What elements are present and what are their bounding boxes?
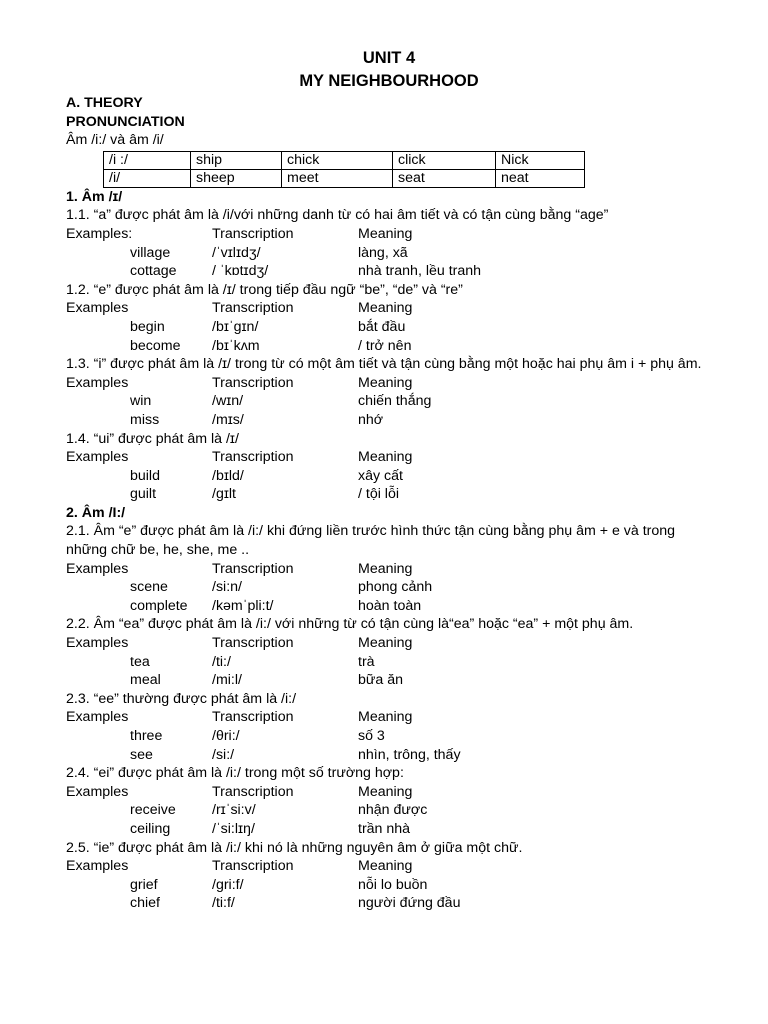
example-header (66, 857, 716, 876)
rule-text: 1.1. “a” được phát âm là /i/với những danh từ có hai âm tiết và có tận cùng bằng “age” (66, 207, 609, 224)
sound-table-cell: /i :/ (104, 151, 191, 169)
example-meaning: trần nhà (358, 820, 411, 837)
rule-text: 2.5. “ie” được phát âm là /i:/ khi nó là những nguyên âm ở giữa một chữ. (66, 839, 523, 856)
example-header (66, 560, 716, 579)
example-transcription: /rɪˈsi:v/ (212, 802, 256, 819)
example-meaning: nhớ (358, 411, 384, 428)
rule-block (66, 355, 716, 429)
header-examples: Examples (66, 449, 129, 466)
example-transcription: /kəmˈpli:t/ (212, 597, 274, 614)
example-header (66, 708, 716, 727)
example-meaning: nhà tranh, lều tranh (358, 263, 482, 280)
example-meaning: / tội lỗi (358, 486, 400, 503)
rule-text: 1.2. “e” được phát âm là /ɪ/ trong tiếp đầu ngữ “be”, “de” và “re” (66, 281, 463, 298)
header-transcription: Transcription (212, 560, 294, 577)
example-meaning: xây cất (358, 467, 403, 484)
example-transcription: /ˈvɪlɪdʒ/ (212, 244, 261, 261)
example-row (66, 392, 716, 411)
example-meaning: chiến thắng (358, 393, 432, 410)
rule-text: 2.3. “ee” thường được phát âm là /i:/ (66, 690, 297, 707)
example-word: build (130, 467, 160, 484)
example-row (66, 467, 716, 486)
example-header (66, 225, 716, 244)
example-meaning: nỗi lo buồn (358, 876, 428, 893)
rule-block (66, 522, 716, 615)
example-transcription: /ti:f/ (212, 895, 235, 912)
example-header (66, 374, 716, 393)
sound-intro: Âm /i:/ và âm /i/ (66, 132, 164, 149)
sound-table-row (104, 169, 585, 187)
rule-block (66, 690, 716, 764)
example-row (66, 801, 716, 820)
header-meaning: Meaning (358, 225, 413, 242)
example-row (66, 820, 716, 839)
rule-text: 2.1. Âm “e” được phát âm là /i:/ khi đứng liền trước hình thức tận cùng bằng phụ âm + e và trong những chữ be, he, she, me .. (66, 523, 676, 559)
example-word: ceiling (130, 820, 171, 837)
example-row (66, 318, 716, 337)
sound-table-cell: ship (191, 151, 282, 169)
example-row (66, 894, 716, 913)
sound-table-row (104, 151, 585, 169)
header-examples: Examples (66, 374, 129, 391)
example-word: miss (130, 411, 160, 428)
example-row (66, 337, 716, 356)
section-heading: A. THEORY (66, 95, 143, 111)
rule-block (66, 281, 716, 355)
header-meaning: Meaning (358, 635, 413, 652)
example-transcription: /gɪlt (212, 486, 236, 503)
sound-table-cell: sheep (191, 169, 282, 187)
example-word: grief (130, 876, 158, 893)
header-examples: Examples: (66, 225, 133, 242)
part1-rules (66, 206, 716, 504)
header-meaning: Meaning (358, 560, 413, 577)
header-meaning: Meaning (358, 709, 413, 726)
example-transcription: /si:n/ (212, 579, 242, 596)
part2-rules (66, 522, 716, 912)
example-row (66, 262, 716, 281)
rule-text: 1.3. “i” được phát âm là /ɪ/ trong từ có một âm tiết và tận cùng bằng một hoặc hai phụ âm i + phụ âm. (66, 356, 702, 373)
rule-block (66, 430, 716, 504)
header-examples: Examples (66, 709, 129, 726)
example-meaning: bắt đầu (358, 318, 406, 335)
part2-heading: 2. Âm /I:/ (66, 504, 126, 521)
example-word: scene (130, 579, 168, 596)
example-meaning: làng, xã (358, 244, 408, 261)
example-meaning: số 3 (358, 728, 385, 744)
example-row (66, 727, 716, 746)
example-meaning: bữa ăn (358, 672, 404, 689)
header-meaning: Meaning (358, 449, 413, 466)
example-header (66, 299, 716, 318)
example-transcription: / ˈkɒtɪdʒ/ (212, 263, 269, 280)
header-meaning: Meaning (358, 783, 413, 800)
example-header (66, 634, 716, 653)
example-row (66, 597, 716, 616)
example-row (66, 671, 716, 690)
example-word: become (130, 337, 181, 354)
rule-text: 1.4. “ui” được phát âm là /ɪ/ (66, 430, 239, 447)
example-row (66, 746, 716, 765)
header-meaning: Meaning (358, 858, 413, 875)
sound-table-cell: click (393, 151, 496, 169)
example-word: tea (130, 653, 150, 670)
example-word: three (130, 728, 163, 744)
example-header (66, 783, 716, 802)
example-transcription: /θri:/ (212, 728, 240, 744)
header-transcription: Transcription (212, 709, 294, 726)
example-transcription: /mɪs/ (212, 411, 244, 428)
header-transcription: Transcription (212, 449, 294, 466)
sound-table-cell: seat (393, 169, 496, 187)
example-transcription: /ˈsi:lɪŋ/ (212, 820, 255, 837)
example-meaning: nhận được (358, 802, 428, 819)
example-row (66, 578, 716, 597)
rule-block (66, 764, 716, 838)
example-row (66, 876, 716, 895)
header-transcription: Transcription (212, 225, 294, 242)
example-word: complete (130, 597, 188, 614)
rule-text: 2.4. “ei” được phát âm là /i:/ trong một số trường hợp: (66, 765, 404, 782)
example-transcription: /gri:f/ (212, 876, 244, 893)
example-meaning: phong cảnh (358, 579, 433, 596)
example-word: meal (130, 672, 161, 689)
example-word: receive (130, 802, 176, 819)
header-transcription: Transcription (212, 300, 294, 317)
example-meaning: người đứng đầu (358, 895, 461, 912)
example-word: chief (130, 895, 160, 912)
sound-table-cell: Nick (496, 151, 585, 169)
example-row (66, 653, 716, 672)
example-word: guilt (130, 486, 157, 503)
header-transcription: Transcription (212, 858, 294, 875)
example-meaning: hoàn toàn (358, 597, 422, 614)
sound-table-cell: /i/ (104, 169, 191, 187)
header-examples: Examples (66, 858, 129, 875)
document-body (66, 94, 716, 913)
unit-title: UNIT 4 (362, 49, 416, 67)
topic-heading: PRONUNCIATION (66, 113, 185, 130)
unit-subtitle: MY NEIGHBOURHOOD (299, 72, 479, 90)
example-transcription: /mi:l/ (212, 672, 242, 689)
rule-block (66, 839, 716, 913)
example-transcription: /bɪˈɡɪn/ (212, 318, 259, 335)
sound-table (103, 151, 585, 188)
rule-block (66, 615, 716, 689)
example-transcription: /si:/ (212, 746, 235, 763)
example-transcription: /bɪˈkʌm (212, 337, 260, 354)
header-examples: Examples (66, 560, 129, 577)
example-meaning: / trở nên (358, 337, 412, 354)
header-transcription: Transcription (212, 374, 294, 391)
rule-text: 2.2. Âm “ea” được phát âm là /i:/ với những từ có tận cùng là“ea” hoặc “ea” + một phụ âm. (66, 616, 634, 633)
example-word: begin (130, 318, 165, 335)
sound-table-cell: neat (496, 169, 585, 187)
example-transcription: /ti:/ (212, 653, 231, 670)
header-meaning: Meaning (358, 300, 413, 317)
part1-heading: 1. Âm /ɪ/ (66, 188, 123, 205)
example-word: win (130, 393, 152, 410)
rule-block (66, 206, 716, 280)
example-row (66, 244, 716, 263)
example-word: cottage (130, 263, 177, 280)
header-transcription: Transcription (212, 635, 294, 652)
header-examples: Examples (66, 300, 129, 317)
example-row (66, 485, 716, 504)
example-transcription: /wɪn/ (212, 393, 244, 410)
example-word: see (130, 746, 153, 763)
example-meaning: nhìn, trông, thấy (358, 746, 461, 763)
header-meaning: Meaning (358, 374, 413, 391)
header-examples: Examples (66, 783, 129, 800)
header-examples: Examples (66, 635, 129, 652)
example-meaning: trà (358, 653, 375, 670)
example-transcription: /bɪld/ (212, 467, 244, 484)
example-header (66, 448, 716, 467)
sound-table-cell: meet (282, 169, 393, 187)
example-word: village (130, 244, 171, 261)
example-row (66, 411, 716, 430)
sound-table-cell: chick (282, 151, 393, 169)
header-transcription: Transcription (212, 783, 294, 800)
